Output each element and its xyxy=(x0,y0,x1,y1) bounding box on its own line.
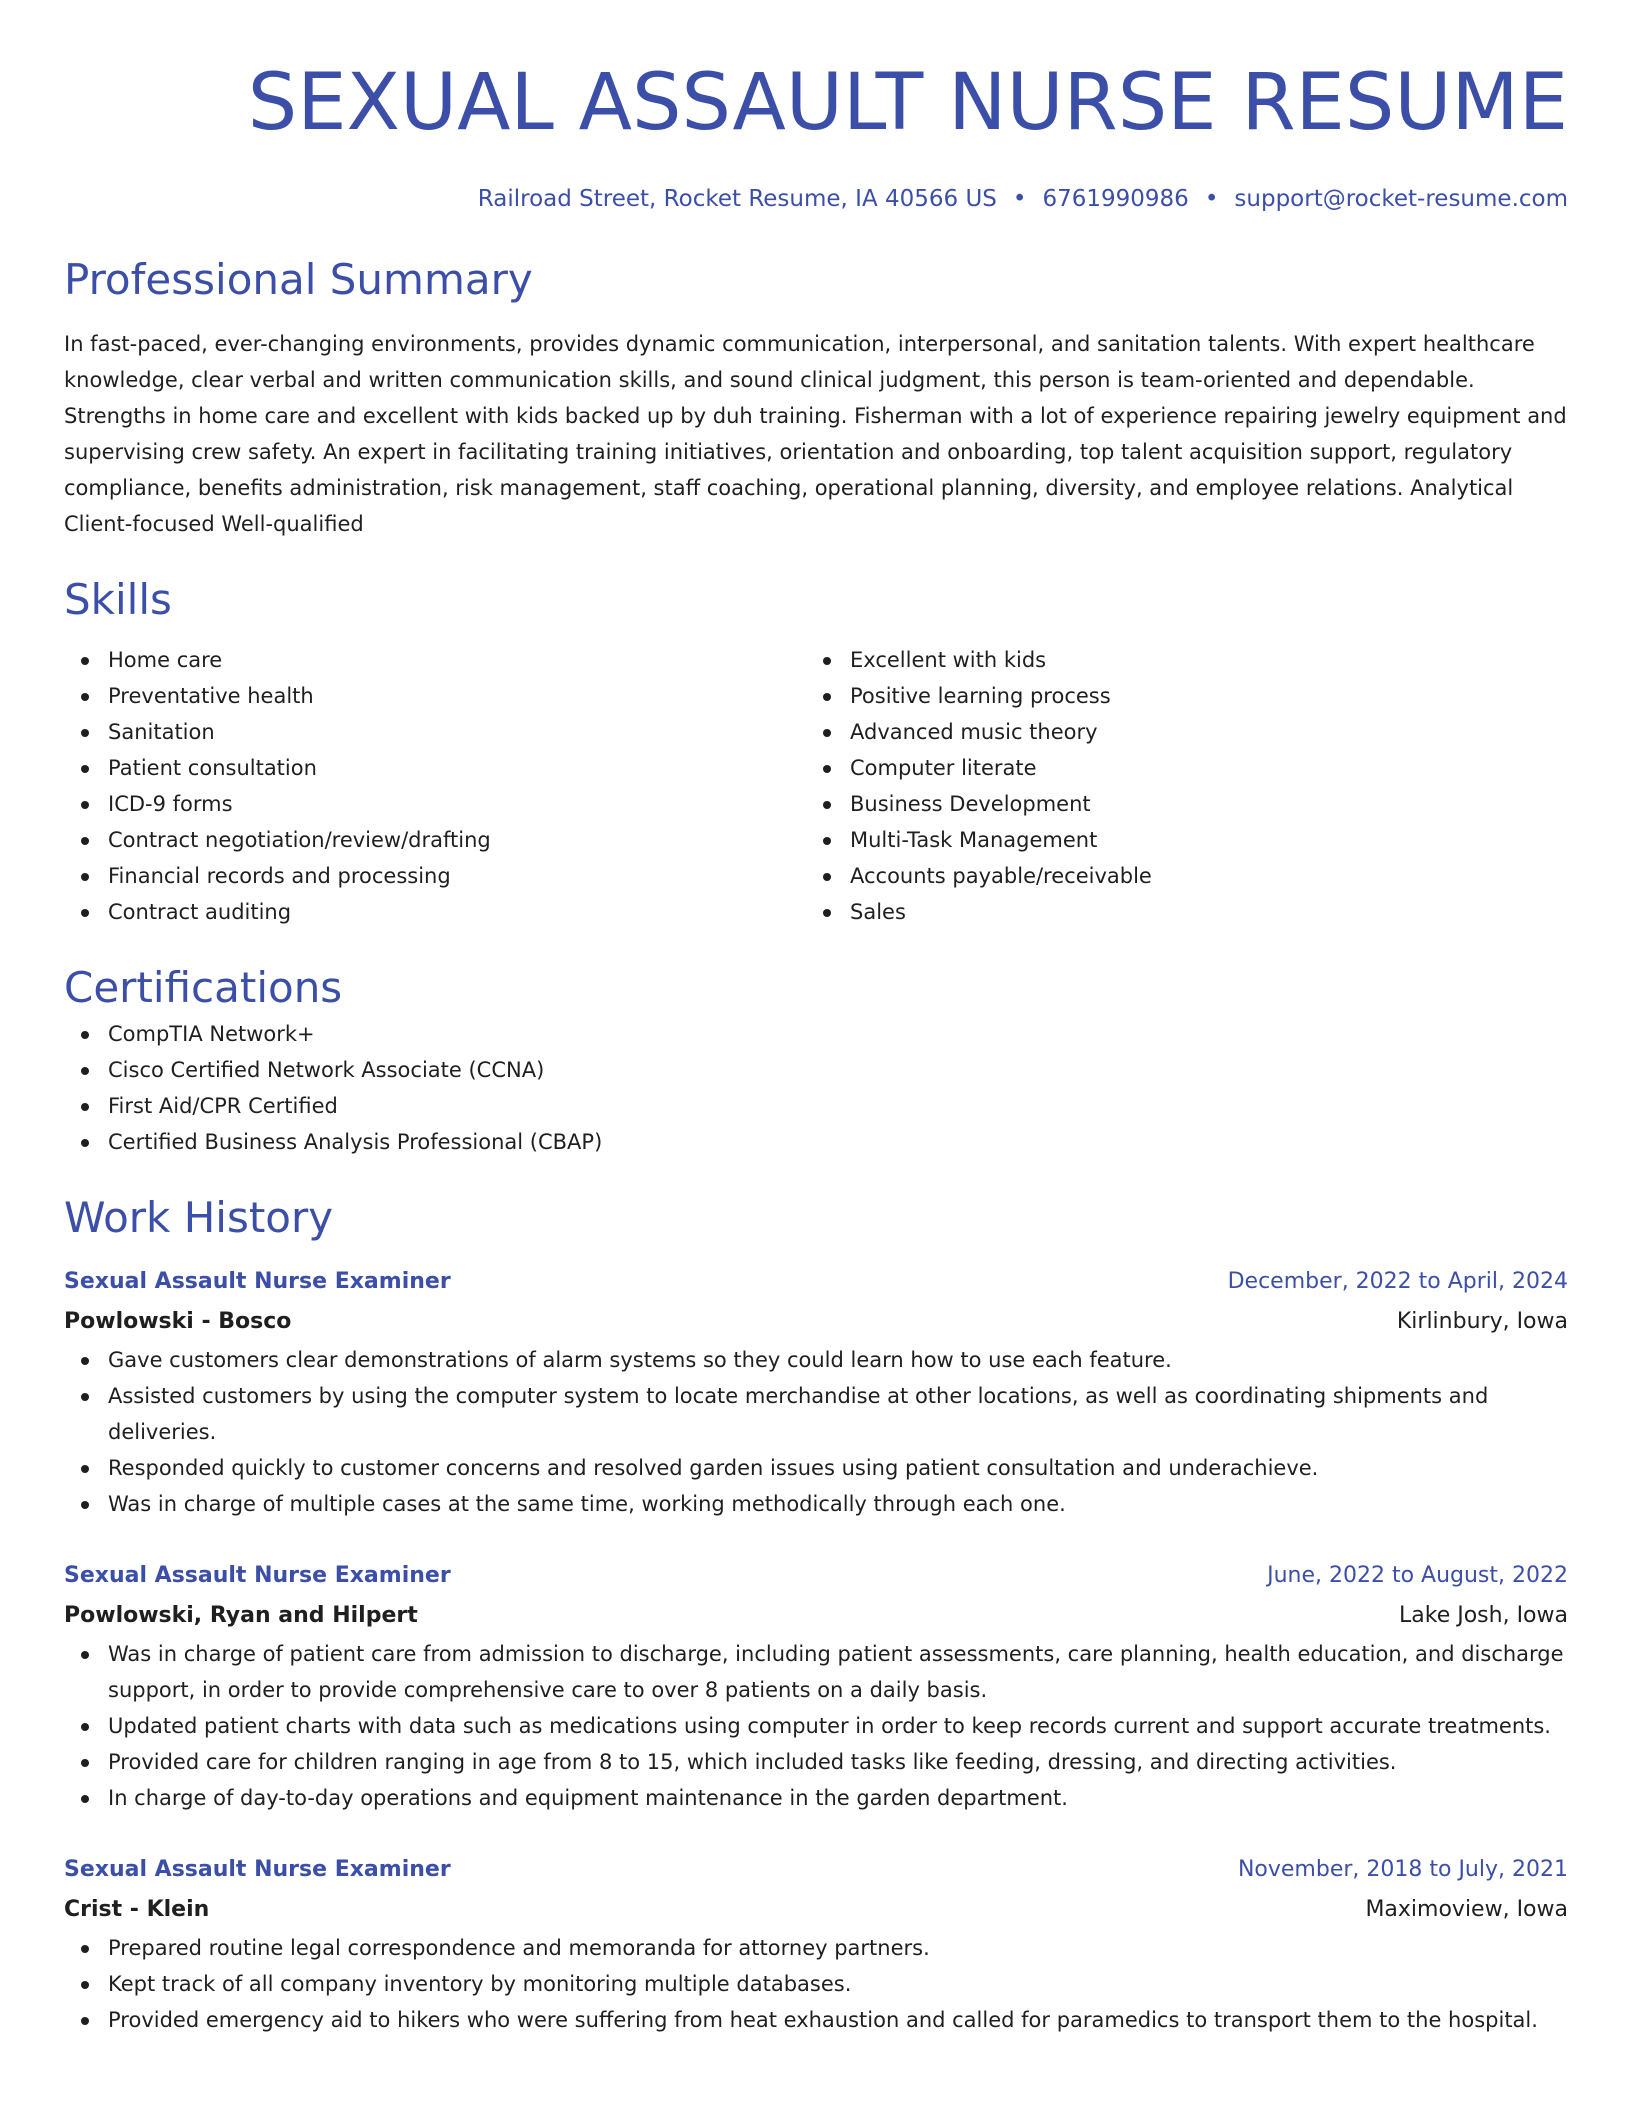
job-duty-item: Was in charge of patient care from admission to discharge, including patient assessments, care planning, health education, and discharge support, in order to provide comprehensive care to over 8 patients on a daily basis. xyxy=(108,1636,1568,1708)
job-location: Maximoview, Iowa xyxy=(1365,1897,1568,1922)
certifications-heading: Certifications xyxy=(64,963,343,1012)
skill-item: Patient consultation xyxy=(108,750,806,786)
job-duty-item: Responded quickly to customer concerns and resolved garden issues using patient consultation and underachieve. xyxy=(108,1450,1568,1486)
job-duties-list xyxy=(64,1342,1568,1522)
job-duty-item: Provided care for children ranging in age from 8 to 15, which included tasks like feeding, dressing, and directing activities. xyxy=(108,1744,1568,1780)
skill-item: Contract negotiation/review/drafting xyxy=(108,822,806,858)
job-entry xyxy=(64,1850,1568,2038)
certification-item: CompTIA Network+ xyxy=(108,1016,1568,1052)
skill-item: ICD-9 forms xyxy=(108,786,806,822)
job-duty-item: Updated patient charts with data such as medications using computer in order to keep records current and support accurate treatments. xyxy=(108,1708,1568,1744)
skills-heading: Skills xyxy=(64,575,172,624)
summary-heading: Professional Summary xyxy=(64,255,533,304)
job-location: Kirlinbury, Iowa xyxy=(1396,1309,1568,1334)
skill-item: Accounts payable/receivable xyxy=(850,858,1548,894)
resume-page xyxy=(64,0,1568,2038)
contact-email: support@rocket-resume.com xyxy=(1234,186,1568,212)
job-company: Powlowski, Ryan and Hilpert xyxy=(64,1603,418,1628)
job-company: Powlowski - Bosco xyxy=(64,1309,292,1334)
job-role: Sexual Assault Nurse Examiner xyxy=(64,1269,451,1294)
job-duty-item: In charge of day-to-day operations and equipment maintenance in the garden department. xyxy=(108,1780,1568,1816)
job-header-row xyxy=(64,1262,1568,1302)
skill-item: Business Development xyxy=(850,786,1548,822)
job-dates: June, 2022 to August, 2022 xyxy=(1267,1563,1568,1588)
job-duties-list xyxy=(64,1930,1568,2038)
skill-item: Preventative health xyxy=(108,678,806,714)
job-employer-row xyxy=(64,1596,1568,1636)
certification-item: Certified Business Analysis Professional (CBAP) xyxy=(108,1124,1568,1160)
job-role: Sexual Assault Nurse Examiner xyxy=(64,1563,451,1588)
job-entry xyxy=(64,1556,1568,1816)
resume-title: SEXUAL ASSAULT NURSE RESUME xyxy=(247,58,1568,148)
skills-list-left xyxy=(64,642,806,930)
job-company: Crist - Klein xyxy=(64,1897,210,1922)
certification-item: Cisco Certified Network Associate (CCNA) xyxy=(108,1052,1568,1088)
job-employer-row xyxy=(64,1890,1568,1930)
contact-line xyxy=(64,184,1568,214)
skills-column-left xyxy=(64,642,806,930)
job-dates: November, 2018 to July, 2021 xyxy=(1237,1857,1568,1882)
job-employer-row xyxy=(64,1302,1568,1342)
job-location: Lake Josh, Iowa xyxy=(1399,1603,1568,1628)
contact-phone: 6761990986 xyxy=(1042,186,1189,212)
skill-item: Sales xyxy=(850,894,1548,930)
job-entry xyxy=(64,1262,1568,1522)
contact-separator: • xyxy=(1204,186,1219,212)
skill-item: Sanitation xyxy=(108,714,806,750)
job-header-row xyxy=(64,1850,1568,1890)
contact-separator: • xyxy=(1012,186,1027,212)
job-duties-list xyxy=(64,1636,1568,1816)
job-duty-item: Was in charge of multiple cases at the same time, working methodically through each one. xyxy=(108,1486,1568,1522)
skill-item: Computer literate xyxy=(850,750,1548,786)
job-duty-item: Gave customers clear demonstrations of alarm systems so they could learn how to use each feature. xyxy=(108,1342,1568,1378)
job-duty-item: Kept track of all company inventory by monitoring multiple databases. xyxy=(108,1966,1568,2002)
contact-address: Railroad Street, Rocket Resume, IA 40566 US xyxy=(477,186,997,212)
skill-item: Excellent with kids xyxy=(850,642,1548,678)
skill-item: Financial records and processing xyxy=(108,858,806,894)
summary-text: In fast-paced, ever-changing environments, provides dynamic communication, interpersonal, and sanitation talents. With expert healthcare knowledge, clear verbal and written communication skills, and sound clinical judgment, this person is team-oriented and dependable. Strengths in home care and excellent with kids backed up by duh training. Fisherman with a lot of experience repairing jewelry equipment and supervising crew safety. An expert in facilitating training initiatives, orientation and onboarding, top talent acquisition support, regulatory compliance, benefits administration, risk management, staff coaching, operational planning, diversity, and employee relations. Analytical Client-focused Well-qualified xyxy=(64,332,1567,536)
skill-item: Positive learning process xyxy=(850,678,1548,714)
job-duty-item: Assisted customers by using the computer system to locate merchandise at other locations, as well as coordinating shipments and deliveries. xyxy=(108,1378,1568,1450)
skills-list-right xyxy=(806,642,1548,930)
job-dates: December, 2022 to April, 2024 xyxy=(1227,1269,1568,1294)
job-duty-item: Prepared routine legal correspondence and memoranda for attorney partners. xyxy=(108,1930,1568,1966)
certifications-list xyxy=(64,1016,1568,1160)
job-duty-item: Provided emergency aid to hikers who were suffering from heat exhaustion and called for paramedics to transport them to the hospital. xyxy=(108,2002,1568,2038)
certification-item: First Aid/CPR Certified xyxy=(108,1088,1568,1124)
skills-grid xyxy=(64,642,1568,930)
skills-column-right xyxy=(806,642,1548,930)
skill-item: Home care xyxy=(108,642,806,678)
skill-item: Contract auditing xyxy=(108,894,806,930)
job-header-row xyxy=(64,1556,1568,1596)
work-history-heading: Work History xyxy=(64,1193,334,1242)
job-role: Sexual Assault Nurse Examiner xyxy=(64,1857,451,1882)
skill-item: Advanced music theory xyxy=(850,714,1548,750)
skill-item: Multi-Task Management xyxy=(850,822,1548,858)
